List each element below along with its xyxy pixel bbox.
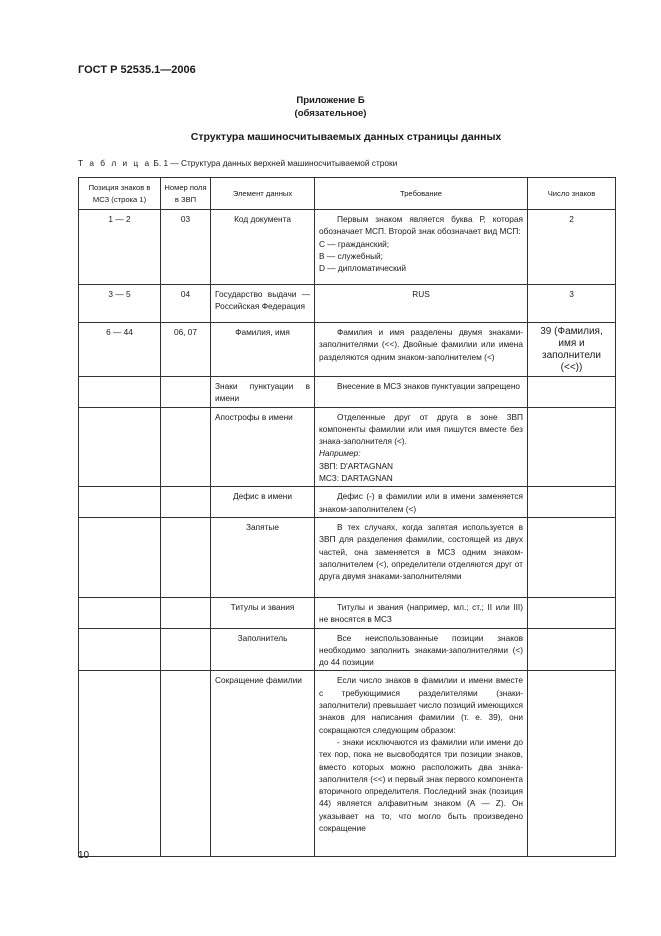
cell-field bbox=[161, 487, 211, 518]
page-title: Структура машиносчитываемых данных страницы данных bbox=[190, 131, 502, 143]
cell-element: Заполнитель bbox=[211, 628, 315, 671]
req-line: - знаки исключаются из фамилии или имени до тех пор, пока не высвободятся три позиции знаков, вместо которых можно расположить два знака-заполнителя (<<) и первый знак первого компонента вторичного определителя. Последний знак (позиция 44) является алфавитным знаком (А — Z). Он указывает на то, что могло быть произведено сокращение bbox=[319, 736, 523, 834]
cell-count: 3 bbox=[528, 285, 616, 323]
cell-count bbox=[528, 628, 616, 671]
req-line: Отделенные друг от друга в зоне ЗВП компоненты фамилии или имя пишутся вместе без знака-заполнителя (<). bbox=[319, 411, 523, 447]
cell-element: Дефис в имени bbox=[211, 487, 315, 518]
table-caption-text: Б. 1 — Структура данных верхней машиносчитываемой строки bbox=[151, 158, 398, 168]
cell-count: 39 (Фамилия, имя и заполнители (<<)) bbox=[528, 323, 616, 377]
header-position: Позиция знаков в МСЗ (строка 1) bbox=[79, 178, 161, 210]
cell-element: Код документа bbox=[211, 210, 315, 285]
data-structure-table bbox=[78, 177, 616, 857]
cell-position bbox=[79, 517, 161, 597]
cell-count bbox=[528, 377, 616, 408]
header-char-count: Число знаков bbox=[528, 178, 616, 210]
document-code: ГОСТ Р 52535.1—2006 bbox=[78, 64, 196, 76]
cell-field: 03 bbox=[161, 210, 211, 285]
cell-requirement bbox=[315, 671, 528, 857]
cell-element: Знаки пунктуации в имени bbox=[211, 377, 315, 408]
cell-count bbox=[528, 517, 616, 597]
req-line: Первым знаком является буква Р, которая обозначает МСП. Второй знак обозначает вид МСП: bbox=[319, 214, 523, 237]
req-line: Например: bbox=[319, 448, 361, 459]
cell-requirement: Все неиспользованные позиции знаков необходимо заполнить знаками-заполнителями (<) до 44 позиции bbox=[315, 628, 528, 671]
table-row bbox=[79, 487, 616, 518]
table-row bbox=[79, 285, 616, 323]
cell-requirement: RUS bbox=[315, 285, 528, 323]
annex-title: Приложение Б bbox=[296, 95, 365, 106]
cell-element: Сокращение фамилии bbox=[211, 671, 315, 857]
cell-element: Фамилия, имя bbox=[211, 323, 315, 377]
cell-requirement bbox=[315, 407, 528, 487]
table-caption bbox=[78, 158, 397, 168]
cell-field bbox=[161, 671, 211, 857]
cell-count bbox=[528, 597, 616, 628]
cell-field bbox=[161, 628, 211, 671]
header-field-number: Номер поля в ЗВП bbox=[161, 178, 211, 210]
cell-field: 06, 07 bbox=[161, 323, 211, 377]
cell-count bbox=[528, 407, 616, 487]
cell-count bbox=[528, 487, 616, 518]
cell-requirement: Внесение в МСЗ знаков пунктуации запрещено bbox=[315, 377, 528, 408]
cell-element: Титулы и звания bbox=[211, 597, 315, 628]
header-requirement: Требование bbox=[315, 178, 528, 210]
cell-count: 2 bbox=[528, 210, 616, 285]
table-row bbox=[79, 671, 616, 857]
req-line: ЗВП: D'ARTAGNAN bbox=[319, 460, 394, 471]
table-caption-prefix: Т а б л и ц а bbox=[78, 158, 152, 168]
cell-field bbox=[161, 517, 211, 597]
cell-requirement: Фамилия и имя разделены двумя знаками-заполнителями (<<). Двойные фамилии или имена разделяются одним знаком-заполнителем (<) bbox=[315, 323, 528, 377]
cell-count bbox=[528, 671, 616, 857]
cell-position bbox=[79, 628, 161, 671]
cell-position bbox=[79, 487, 161, 518]
table-row bbox=[79, 597, 616, 628]
cell-element: Запятые bbox=[211, 517, 315, 597]
table-row bbox=[79, 517, 616, 597]
req-line: МСЗ: DARTAGNAN bbox=[319, 473, 393, 484]
cell-requirement: В тех случаях, когда запятая используется в ЗВП для разделения фамилии, состоящей из двух частей, она заменяется в МСЗ одним знаком-заполнителем (<), определители отделяются друг от друга двумя знаками-заполнителями bbox=[315, 517, 528, 597]
req-line: В — служебный; bbox=[319, 250, 383, 261]
cell-field bbox=[161, 407, 211, 487]
cell-position: 3 — 5 bbox=[79, 285, 161, 323]
cell-position bbox=[79, 377, 161, 408]
cell-field: 04 bbox=[161, 285, 211, 323]
cell-field bbox=[161, 597, 211, 628]
cell-element: Государство выдачи — Российская Федерация bbox=[211, 285, 315, 323]
cell-position bbox=[79, 407, 161, 487]
cell-requirement: Титулы и звания (например, мл.; ст.; II или III) не вносятся в МСЗ bbox=[315, 597, 528, 628]
cell-field bbox=[161, 377, 211, 408]
table-row bbox=[79, 377, 616, 408]
cell-position bbox=[79, 671, 161, 857]
table-header-row bbox=[79, 178, 616, 210]
table-row bbox=[79, 323, 616, 377]
cell-requirement: Дефис (-) в фамилии или в имени заменяется знаком-заполнителем (<) bbox=[315, 487, 528, 518]
annex-heading bbox=[0, 94, 661, 120]
table-row bbox=[79, 407, 616, 487]
table-row bbox=[79, 628, 616, 671]
cell-requirement bbox=[315, 210, 528, 285]
req-line: С — гражданский; bbox=[319, 238, 390, 249]
page-number: 10 bbox=[78, 850, 90, 861]
cell-position: 6 — 44 bbox=[79, 323, 161, 377]
cell-element: Апострофы в имени bbox=[211, 407, 315, 487]
cell-position: 1 — 2 bbox=[79, 210, 161, 285]
req-line: Если число знаков в фамилии и имени вместе с требующимися разделителями (знаки-заполнители) превышает число позиций имеющихся знаков для написания фамилии (т. е. 39), они сокращаются следующим образом: bbox=[319, 675, 523, 735]
table-row bbox=[79, 210, 616, 285]
cell-position bbox=[79, 597, 161, 628]
header-data-element: Элемент данных bbox=[211, 178, 315, 210]
annex-status: (обязательное) bbox=[294, 108, 367, 119]
req-line: D — дипломатический bbox=[319, 263, 406, 274]
